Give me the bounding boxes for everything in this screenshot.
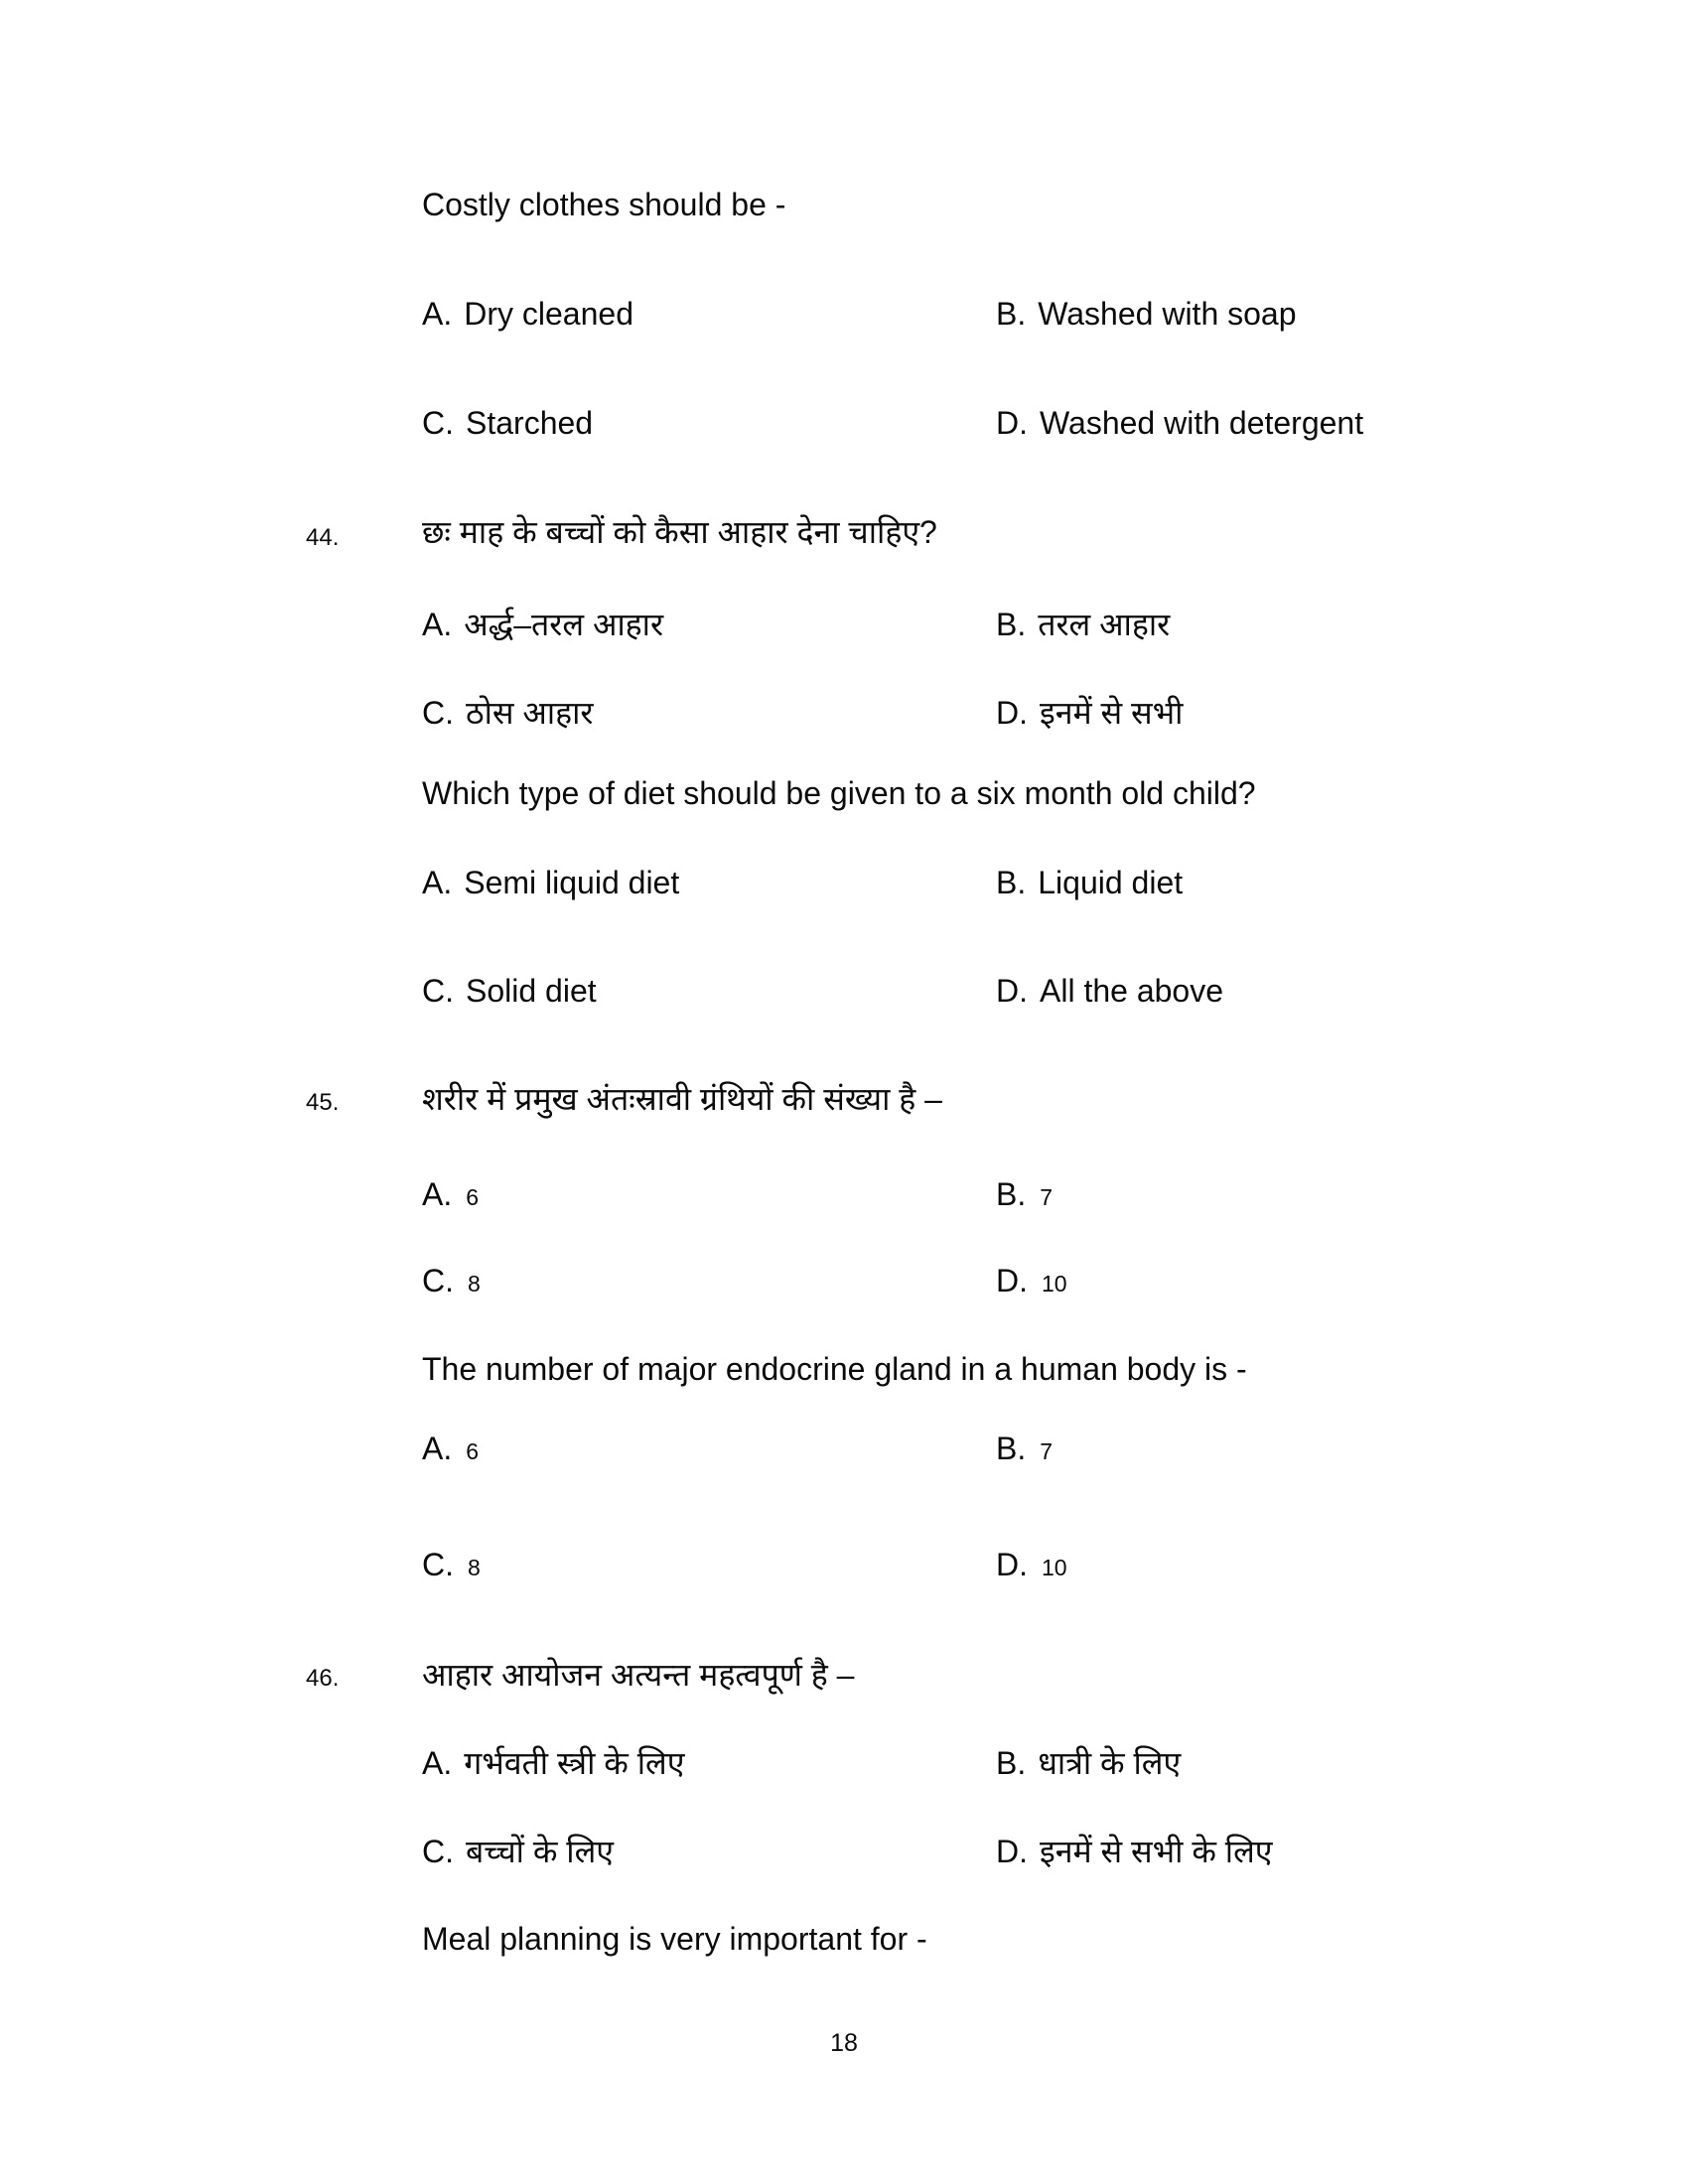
option-label: C.: [422, 1834, 454, 1869]
option-text: 6: [466, 1438, 480, 1464]
option-c: [422, 1835, 614, 1869]
option-c: [422, 406, 593, 441]
question-number-45: 45.: [306, 1089, 340, 1116]
option-text: Washed with detergent: [1040, 405, 1364, 441]
option-label: D.: [996, 1263, 1028, 1298]
option-label: B.: [996, 607, 1027, 642]
option-d: [996, 974, 1223, 1009]
question-prompt-hindi: आहार आयोजन अत्यन्त महत्वपूर्ण है –: [422, 1657, 855, 1693]
option-label: C.: [422, 973, 454, 1009]
option-text: गर्भवती स्त्री के लिए: [464, 1745, 685, 1781]
option-text: 10: [1042, 1271, 1067, 1297]
option-text: Dry cleaned: [464, 296, 633, 332]
option-text: Liquid diet: [1038, 865, 1184, 900]
option-d: [996, 406, 1363, 441]
option-c: [422, 1548, 481, 1582]
option-text: तरल आहार: [1038, 607, 1171, 642]
option-label: B.: [996, 296, 1027, 332]
option-label: A.: [422, 1745, 453, 1781]
option-label: B.: [996, 1745, 1027, 1781]
option-text: अर्द्ध–तरल आहार: [464, 607, 664, 642]
option-text: All the above: [1040, 973, 1224, 1009]
option-d: [996, 696, 1183, 731]
option-b: [996, 1177, 1053, 1212]
option-a: [422, 297, 633, 332]
question-prompt-english: Meal planning is very important for -: [422, 1921, 927, 1957]
option-label: C.: [422, 1547, 454, 1582]
question-prompt-english: Which type of diet should be given to a six month old child?: [422, 775, 1256, 811]
option-text: 6: [466, 1184, 480, 1210]
option-text: 8: [468, 1271, 481, 1297]
option-text: ठोस आहार: [466, 695, 594, 731]
option-label: B.: [996, 1431, 1027, 1466]
option-label: A.: [422, 607, 453, 642]
option-label: C.: [422, 405, 454, 441]
option-text: Starched: [466, 405, 594, 441]
option-c: [422, 696, 593, 731]
page-number: 18: [830, 2029, 858, 2057]
option-text: 10: [1042, 1555, 1067, 1580]
option-label: B.: [996, 1176, 1027, 1212]
option-text: 7: [1040, 1438, 1054, 1464]
option-text: Solid diet: [466, 973, 597, 1009]
question-prompt-english: The number of major endocrine gland in a human body is -: [422, 1351, 1247, 1387]
option-a: [422, 1746, 684, 1781]
option-label: C.: [422, 695, 454, 731]
option-label: A.: [422, 296, 453, 332]
option-c: [422, 1264, 481, 1298]
option-d: [996, 1835, 1272, 1869]
option-a: [422, 1177, 479, 1212]
option-label: D.: [996, 1547, 1028, 1582]
option-text: Washed with soap: [1038, 296, 1297, 332]
option-b: [996, 866, 1183, 900]
option-label: C.: [422, 1263, 454, 1298]
question-number-44: 44.: [306, 524, 340, 551]
option-text: इनमें से सभी के लिए: [1040, 1834, 1273, 1869]
option-text: धात्री के लिए: [1038, 1745, 1182, 1781]
option-text: 8: [468, 1555, 481, 1580]
option-label: A.: [422, 1176, 453, 1212]
option-b: [996, 608, 1170, 642]
question-prompt-english: Costly clothes should be -: [422, 187, 786, 222]
option-d: [996, 1548, 1067, 1582]
question-number-46: 46.: [306, 1665, 340, 1692]
option-a: [422, 866, 679, 900]
question-prompt-hindi: छः माह के बच्चों को कैसा आहार देना चाहिए?: [422, 514, 937, 550]
option-label: D.: [996, 695, 1028, 731]
option-text: बच्चों के लिए: [466, 1834, 614, 1869]
question-prompt-hindi: शरीर में प्रमुख अंतःस्रावी ग्रंथियों की संख्या है –: [422, 1081, 942, 1117]
option-c: [422, 974, 597, 1009]
option-text: 7: [1040, 1184, 1054, 1210]
option-label: D.: [996, 405, 1028, 441]
option-label: A.: [422, 865, 453, 900]
option-a: [422, 608, 663, 642]
option-text: Semi liquid diet: [464, 865, 680, 900]
option-label: D.: [996, 973, 1028, 1009]
option-label: D.: [996, 1834, 1028, 1869]
option-d: [996, 1264, 1067, 1298]
option-label: A.: [422, 1431, 453, 1466]
option-b: [996, 1746, 1181, 1781]
option-b: [996, 1432, 1053, 1466]
option-label: B.: [996, 865, 1027, 900]
option-a: [422, 1432, 479, 1466]
option-text: इनमें से सभी: [1040, 695, 1184, 731]
option-b: [996, 297, 1297, 332]
